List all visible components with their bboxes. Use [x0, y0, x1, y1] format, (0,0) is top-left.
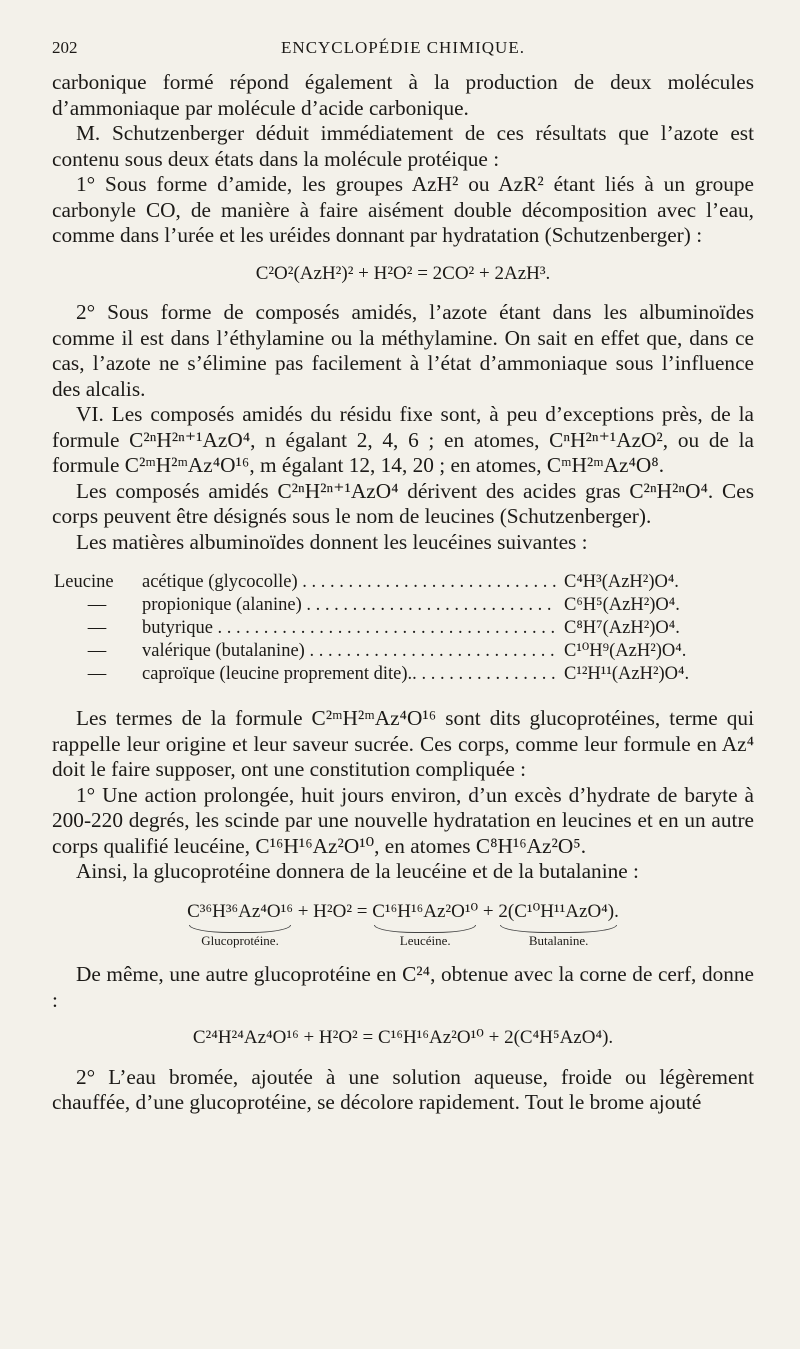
equation: C²O²(AzH²)² + H²O² = 2CO² + 2AzH³. [255, 262, 551, 284]
table-row [52, 617, 754, 640]
row-name: valérique (butalanine) . . . [142, 640, 556, 663]
row-formula: C¹⁰H⁹(AzH²)O⁴. [564, 641, 687, 661]
page-header [52, 38, 754, 62]
row-prefix: — [87, 595, 107, 615]
paragraph: Les composés amidés C²ⁿH²ⁿ⁺¹AzO⁴ dérivent des acides gras C²ⁿH²ⁿO⁴. Ces corps peuvent être désignés sous le nom de leucines (Schutzenberger). [52, 478, 754, 528]
table-row [52, 640, 754, 663]
table-row [52, 594, 754, 617]
equation-operator: + H²O² = [297, 900, 368, 922]
running-head: ENCYCLOPÉDIE CHIMIQUE. [281, 38, 525, 57]
braced-equation [52, 899, 754, 949]
table-row [52, 663, 754, 686]
paragraph: 2° Sous forme de composés amidés, l’azote étant dans les albuminoïdes comme il est dans l’éthylamine ou la méthylamine. On sait en effet que, dans ce cas, l’azote ne s’élimine pas facilement à l’état d’ammoniaque sous l’influence des alcalis. [52, 300, 754, 401]
paragraph: VI. Les composés amidés du résidu fixe sont, à peu d’exceptions près, de la formule C²ⁿH²ⁿ⁺¹AzO⁴, n égalant 2, 4, 6 ; en atomes, CⁿH²ⁿ⁺¹AzO², ou de la formule C²ᵐH²ᵐAz⁴O¹⁶, m égalant 12, 14, 20 ; en atomes, CᵐH²ᵐAz⁴O⁸. [52, 402, 754, 477]
row-prefix: — [87, 664, 107, 684]
row-name: propionique (alanine) . . . [142, 594, 556, 617]
row-formula: C¹²H¹¹(AzH²)O⁴. [564, 664, 690, 684]
equation-term [498, 899, 619, 949]
term-formula: C¹⁶H¹⁶Az²O¹⁰ [372, 900, 479, 922]
leucine-table [52, 571, 754, 686]
brace [500, 925, 617, 933]
row-prefix: Leucine [54, 572, 114, 592]
paragraph: Les matières albuminoïdes donnent les leucéines suivantes : [76, 529, 588, 554]
row-prefix: — [87, 618, 107, 638]
row-formula: C⁴H³(AzH²)O⁴. [564, 572, 679, 592]
paragraph: De même, une autre glucoprotéine en C²⁴, obtenue avec la corne de cerf, donne : [52, 962, 754, 1012]
row-formula: C⁶H⁵(AzH²)O⁴. [564, 595, 680, 615]
page-body [52, 70, 754, 1116]
table-row [52, 571, 754, 594]
row-name: caproïque (leucine proprement dite).. . . . [142, 663, 556, 686]
equation-term [187, 899, 293, 949]
page-number: 202 [52, 38, 78, 57]
term-label: Butalanine. [528, 933, 589, 948]
term-formula: 2(C¹⁰H¹¹AzO⁴). [498, 900, 619, 922]
paragraph: 1° Sous forme d’amide, les groupes AzH² ou AzR² étant liés à un groupe carbonyle CO, de manière à faire aisément double décomposition avec l’eau, comme dans l’urée et les uréides donnant par hydratation (Schutzenberger) : [52, 172, 754, 247]
row-name: butyrique . . . [142, 617, 556, 640]
brace [189, 925, 291, 933]
equation-term [372, 899, 478, 949]
term-label: Leucéine. [399, 933, 451, 948]
paragraph: 2° L’eau bromée, ajoutée à une solution aqueuse, froide ou légèrement chauffée, d’une glucoprotéine, se décolore rapidement. Tout le brome ajouté [52, 1064, 754, 1114]
paragraph: Ainsi, la glucoprotéine donnera de la leucéine et de la butalanine : [76, 859, 639, 883]
paragraph: carbonique formé répond également à la production de deux molécules d’ammoniaque par molécule d’acide carbonique. [52, 70, 754, 120]
paragraph: M. Schutzenberger déduit immédiatement de ces résultats que l’azote est contenu sous deux états dans la molécule protéique : [52, 121, 754, 171]
term-label: Glucoprotéine. [201, 933, 279, 948]
row-name: acétique (glycocolle) . . . [142, 571, 556, 594]
equation-operator: + [482, 900, 494, 922]
row-formula: C⁸H⁷(AzH²)O⁴. [564, 618, 680, 638]
paragraph: Les termes de la formule C²ᵐH²ᵐAz⁴O¹⁶ sont dits glucoprotéines, terme qui rappelle leur origine et leur saveur sucrée. Ces corps, comme leur formule en Az⁴ doit le faire supposer, ont une constitution compliquée : [52, 706, 754, 781]
paragraph: 1° Une action prolongée, huit jours environ, d’un excès d’hydrate de baryte à 200-220 degrés, les scinde par une nouvelle hydratation en leucines et en un autre corps qualifié leucéine, C¹⁶H¹⁶Az²O¹⁰, en atomes C⁸H¹⁶Az²O⁵. [52, 782, 754, 858]
brace [374, 925, 476, 933]
row-prefix: — [87, 641, 107, 661]
equation: C²⁴H²⁴Az⁴O¹⁶ + H²O² = C¹⁶H¹⁶Az²O¹⁰ + 2(C⁴H⁵AzO⁴). [192, 1027, 614, 1048]
term-formula: C³⁶H³⁶Az⁴O¹⁶ [187, 900, 293, 922]
